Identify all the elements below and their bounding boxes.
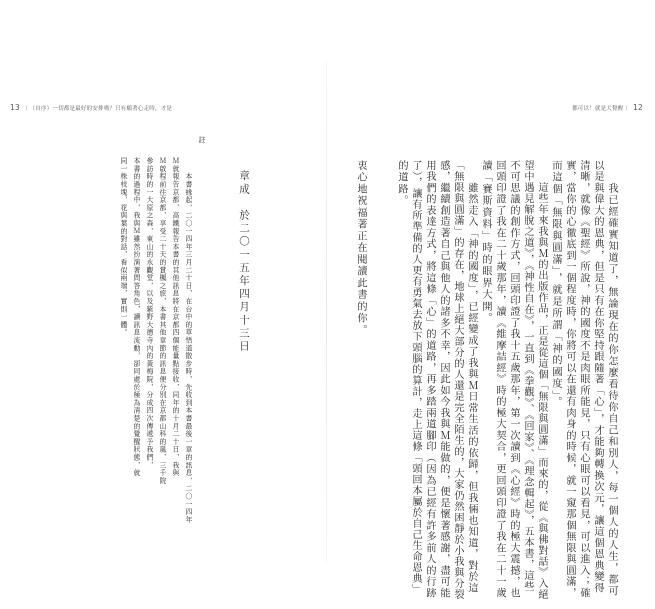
body-line: 不可思議的創作方式，回頭印證了我十五歲那年，第一次讀到《心經》時的極大震撼，也 [508,160,519,599]
left-running-header [8,103,172,112]
body-line: 的道路。 [396,160,407,207]
body-line: 而這個「無限與圓滿」，就是所謂「神的國度」。 [550,160,561,409]
note-line: Ｍ就報告京都，高鐵報告本書的其他訊息將在京都四個能量點接收，同年的十月二十日，我與 [171,157,179,477]
note-line: 同一株枝塊，花與葉的對話，看似兩端，實則一體。 [119,157,127,337]
note-line: Ｍ啟程前往京都，享受二十天的賞楓之旅，本書其他章節的訊息便分別在京都山科的嵐，三千院 [158,157,166,485]
right-running-header [572,103,645,112]
body-line: 用我們的表達方式，將這條「心」的道路，再多踏兩道腳印（因為已經有許多前人的行跡 [424,160,435,599]
right-running-title: 都可以！就是大覺醒｜ [572,106,630,112]
body-line: 「無限與圓滿」的存在，地球上絕大部分的人還是完全陌生的，大家仍然困靜於小我與分裂 [452,160,463,600]
body-line: 我已經確實知道了，無論現在的你怎麼看待你自己和別人，每一個人的人生，都可 [606,160,617,597]
right-page-number: 12 [633,103,643,112]
body-line: 這些年來我與Ｍ的出版作品，正是從這個「無限與圓滿」而來的，從《與佛對話》入絕 [536,160,547,600]
note-line: 本書緣起，二〇一四年三月二十日，在台中的草悟道散步時，先收到本書最後一章的訊息，二〇一四年 [184,157,192,524]
right-page [327,0,655,609]
body-line: 讀「賽斯資料」時的眼界大開。 [480,160,491,325]
left-running-title: ｜（自序）一切都是最好的安排嗎？只有願著心走時，才是 [23,106,173,112]
note-line: 本書的過程中，我與Ｍ雖然扮演著問答角色，讀訊息流動，卻同處於極為清楚的覺醒狀態，就 [132,157,140,477]
body-line: 清晰，就像《聖經》所說，神的國度不是肉眼所能見，只有心眼可以看見，可以進入；確 [578,160,589,599]
signature-line: 章成 於二〇一五年四月十三日 [238,170,250,354]
left-page-number: 13 [10,103,20,112]
body-line: 以是與偉大的恩典，但是只有在你堅持跟隨著「心」，才能夠轉換次元，讓這個恩典變得 [592,160,603,594]
body-line: 感，繼續創造著自己與他人的諸多不幸，因此如今我與Ｍ能做的，便是懷著感謝，盡可能 [438,160,449,599]
closing-blessing: 衷心地祝福著正在閱讀此書的你。 [355,160,366,337]
body-line: 雖然走入「神的國度」，已經變成了我與Ｍ日常生活的依歸，但我倆也知道，對於這 [466,160,477,594]
body-line: 實，當你的心徹底到一個程度時，你將可以在還有肉身的時候，就一窺那個無限與圓滿， [564,160,575,599]
note-line: 參訪時的一大原之森，東山的永觀堂，以及紫野大德寺內的黃梅院，分成四次傳遞予我們， [145,157,153,469]
note-marker: 註 [197,136,205,144]
body-line: 望中遇見解脫之道》，《神性自在》，一直到《拳觀》、《回家》、《理念輯起》，五本書，這些 [522,160,533,593]
left-page [0,0,327,609]
body-line: 回頭印證了我在二十歲那年，讀《維摩詰經》時的極大契合，更回頭印證了我在二十一歲 [494,160,505,599]
body-line: 了），讓有所準備的人更有勇氣去放下頭腦的算計，走上這條「頭回本屬於自己生命恩典」 [410,160,421,595]
